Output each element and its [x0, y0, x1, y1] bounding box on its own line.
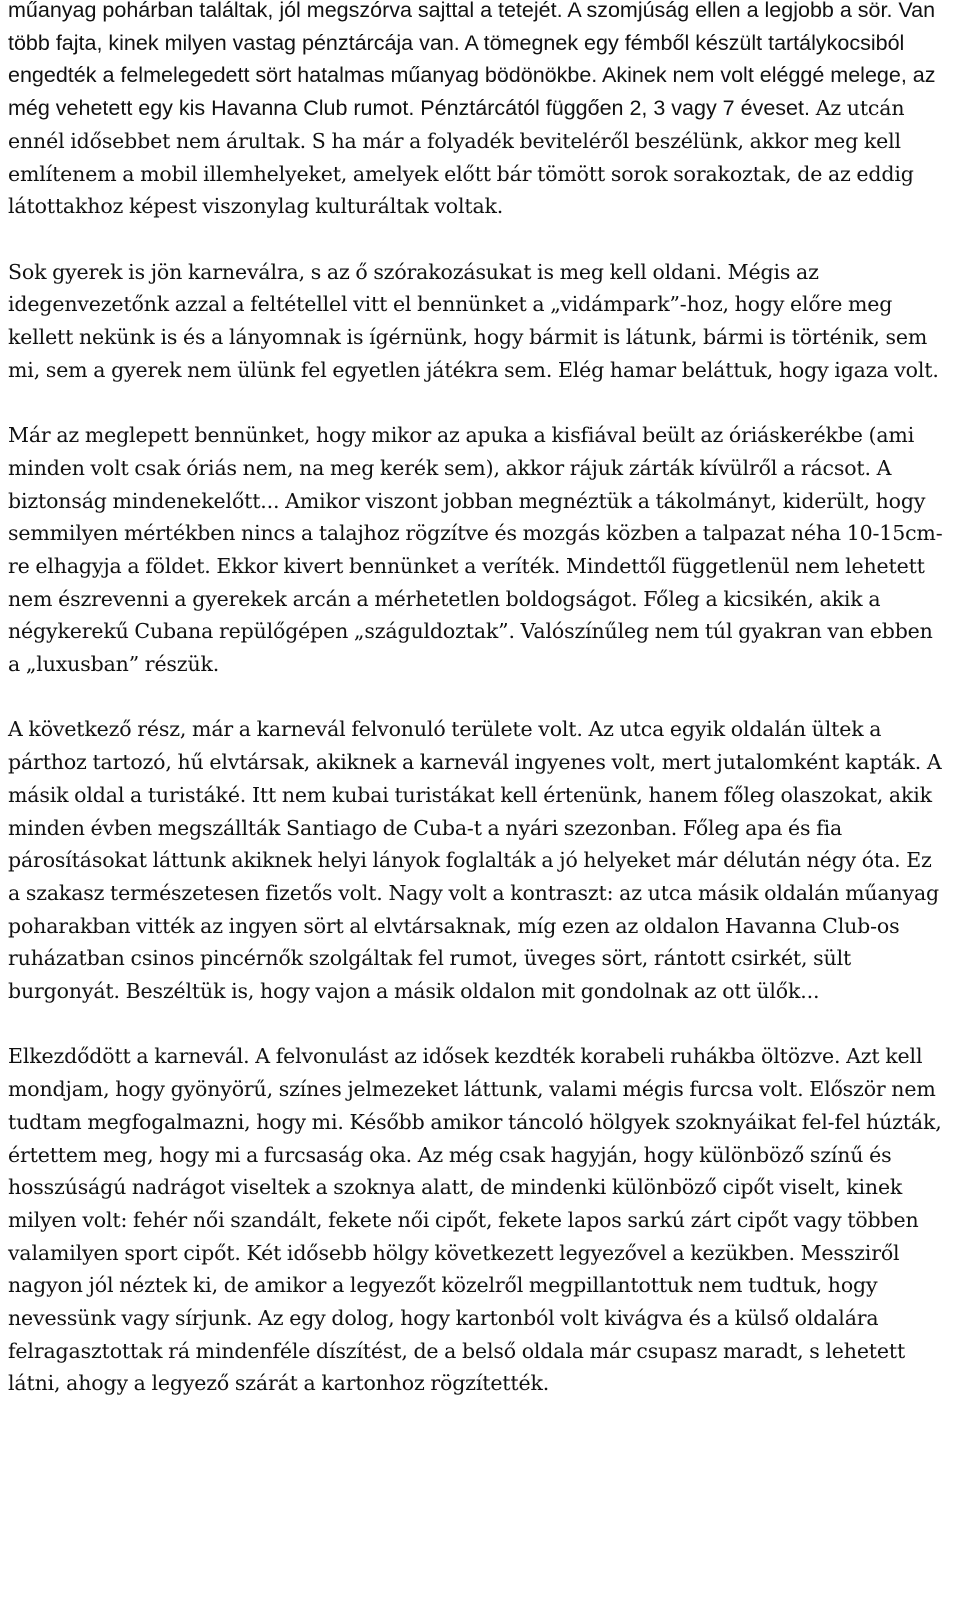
paragraph-2: Sok gyerek is jön karneválra, s az ő szórakozásukat is meg kell oldani. Mégis az idegenvezetőnk azzal a feltétellel vitt el bennünket a „vidámpark”-hoz, hogy előre meg kellett nekünk is és a lányomnak is ígérnünk, hogy bármit is látunk, bármi is történik, sem mi, sem a gyerek nem ülünk fel egyetlen játékra sem. Elég hamar beláttuk, hogy igaza volt. [8, 259, 939, 382]
paragraph-5: Elkezdődött a karnevál. A felvonulást az idősek kezdték korabeli ruhákba öltözve. Azt kell mondjam, hogy gyönyörű, színes jelmezeket láttunk, valami mégis furcsa volt. Először nem tudtam megfogalmazni, hogy mi. Később amikor táncoló hölgyek szoknyáikat fel-fel húzták, értettem meg, hogy mi a furcsaság oka. Az még csak hagyján, hogy különböző színű és hosszúságú nadrágot viseltek a szoknya alatt, de mindenki különböző cipőt viselt, kinek milyen volt: fehér női szandált, fekete női cipőt, fekete lapos sarkú zárt cipőt vagy többen valamilyen sport cipőt. Két idősebb hölgy következett legyezővel a kezükben. Messziről nagyon jól néztek ki, de amikor a legyezőt közelről megpillantottuk nem tudtuk, hogy nevessünk vagy sírjunk. Az egy dolog, hogy kartonból volt kivágva és a külső oldalára felragasztottak rá mindenféle díszítést, de a belső oldala már csupasz maradt, s lehetett látni, ahogy a legyező szárát a kartonhoz rögzítették. [8, 1044, 942, 1396]
paragraph-1-sans-run: műanyag pohárban találtak, jól megszórva sajttal a tetejét. A szomjúság ellen a legjobb a sör. Van több fajta, kinek milyen vastag pénztárcája van. A tömegnek egy fémből készült tartálykocsiból engedték a felmelegedett sört hatalmas műanyag bödönökbe. Akinek nem volt eléggé melege, az még vehetett egy kis Havanna Club rumot. Pénztárcától függően 2, 3 vagy 7 éveset. [8, 0, 936, 121]
paragraph-1-serif-run: Az utcán ennél idősebbet nem árultak. S ha már a folyadék beviteléről beszélünk, akkor meg kell említenem a mobil illemhelyeket, amelyek előtt bár tömött sorok sorakoztak, de az eddig látottakhoz képest viszonylag kulturáltak voltak. [8, 96, 914, 219]
paragraph-3: Már az meglepett bennünket, hogy mikor az apuka a kisfiával beült az óriáskerékbe (ami minden volt csak óriás nem, na meg kerék sem), akkor rájuk zárták kívülről a rácsot. A biztonság mindenekelőtt... Amikor viszont jobban megnéztük a tákolmányt, kiderült, hogy semmilyen mértékben nincs a talajhoz rögzítve és mozgás közben a talpazat néha 10-15cm-re elhagyja a földet. Ekkor kivert bennünket a veríték. Mindettől függetlenül nem lehetett nem észrevenni a gyerekek arcán a mérhetetlen boldogságot. Főleg a kicsikén, akik a négykerekű Cubana repülőgépen „száguldoztak”. Valószínűleg nem túl gyakran van ebben a „luxusban” részük. [8, 423, 943, 677]
paragraph-4: A következő rész, már a karnevál felvonuló területe volt. Az utca egyik oldalán ültek a párthoz tartozó, hű elvtársak, akiknek a karnevál ingyenes volt, mert jutalomként kapták. A másik oldal a turistáké. Itt nem kubai turistákat kell értenünk, hanem főleg olaszokat, akik minden évben megszállták Santiago de Cuba-t a nyári szezonban. Főleg apa és fia párosításokat láttunk akiknek helyi lányok foglalták a jó helyeket már délután négy óta. Ez a szakasz természetesen fizetős volt. Nagy volt a kontraszt: az utca másik oldalán műanyag poharakban vitték az ingyen sört al elvtársaknak, míg ezen az oldalon Havanna Club-os ruházatban csinos pincérnők szolgáltak fel rumot, üveges sört, rántott csirkét, sült burgonyát. Beszéltük is, hogy vajon a másik oldalon mit gondolnak az ott ülők... [8, 717, 942, 1004]
paragraph-1 [8, 0, 946, 223]
